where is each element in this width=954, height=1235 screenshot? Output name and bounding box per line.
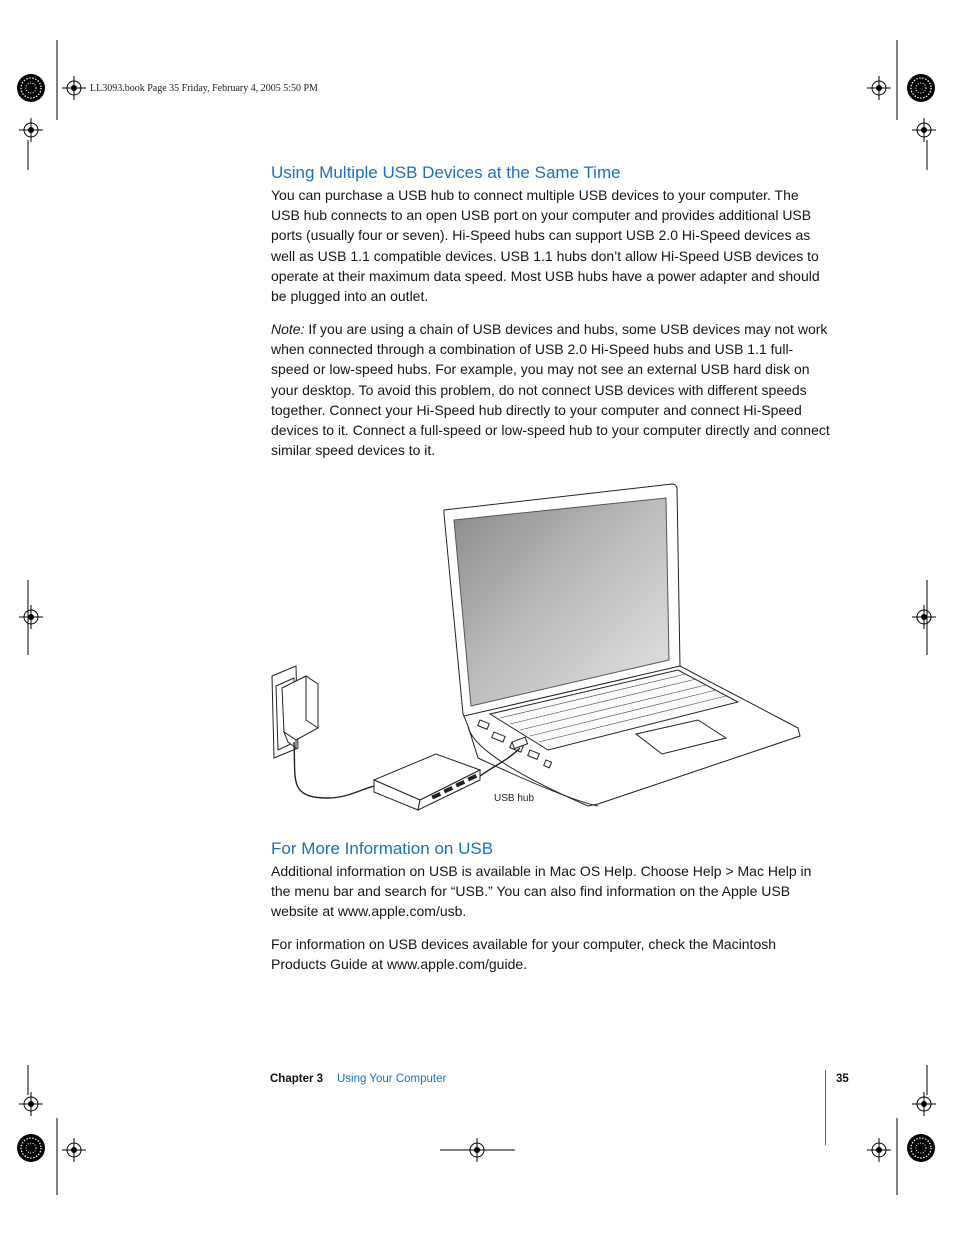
body-text: Additional information on USB is available in Mac OS Help. Choose Help > Mac Help in the menu bar and search for “USB.” You can also find information on the Apple USB website at www.apple.com/usb. bbox=[271, 863, 812, 920]
power-adapter-illustration bbox=[282, 676, 318, 748]
body-text: You can purchase a USB hub to connect multiple USB devices to your computer. The USB hub connects to an open USB port on your computer and provides additional USB ports (usually four or seven). Hi-Speed hubs can support USB 2.0 Hi-Speed devices as well as USB 1.1 compatible devices. USB 1.1 hubs don’t allow Hi-Speed USB devices to operate at their maximum data speed. Most USB hubs have a power adapter and should be plugged into an outlet. bbox=[271, 187, 820, 305]
body-text: For information on USB devices available for your computer, check the Macintosh Products Guide at www.apple.com/guide. bbox=[271, 936, 777, 973]
footer-chapter: Chapter 3 bbox=[270, 1073, 324, 1085]
footer-chapter-title: Using Your Computer bbox=[337, 1073, 447, 1085]
section-heading-more-info: For More Information on USB bbox=[271, 839, 494, 858]
note-paragraph bbox=[271, 319, 831, 460]
usb-hub-label: USB hub bbox=[494, 793, 535, 804]
paragraph-products-guide bbox=[271, 934, 831, 974]
laptop-illustration bbox=[444, 484, 800, 806]
paragraph-more-info bbox=[271, 861, 831, 922]
usb-hub-illustration bbox=[268, 480, 808, 810]
paragraph-multiple-usb bbox=[271, 185, 831, 306]
note-text: If you are using a chain of USB devices and hubs, some USB devices may not work when connected through a combination of USB 2.0 Hi-Speed hubs and USB 1.1 full-speed or low-speed hubs. For example, you may not see an external USB hard disk on your desktop. To avoid this problem, do not connect USB devices with different speeds together. Connect your Hi-Speed hub directly to your computer and connect Hi-Speed devices to it. Connect a full-speed or low-speed hub to your computer directly and connect similar speed devices to it. bbox=[271, 321, 830, 459]
section-heading-multiple-usb: Using Multiple USB Devices at the Same Time bbox=[271, 163, 621, 182]
note-label: Note: bbox=[271, 321, 305, 337]
footer-divider bbox=[825, 1070, 826, 1145]
usb-hub-illustration-body bbox=[374, 754, 480, 810]
print-slug: LL3093.book Page 35 Friday, February 4, 2005 5:50 PM bbox=[90, 83, 318, 94]
page-number: 35 bbox=[836, 1073, 849, 1085]
